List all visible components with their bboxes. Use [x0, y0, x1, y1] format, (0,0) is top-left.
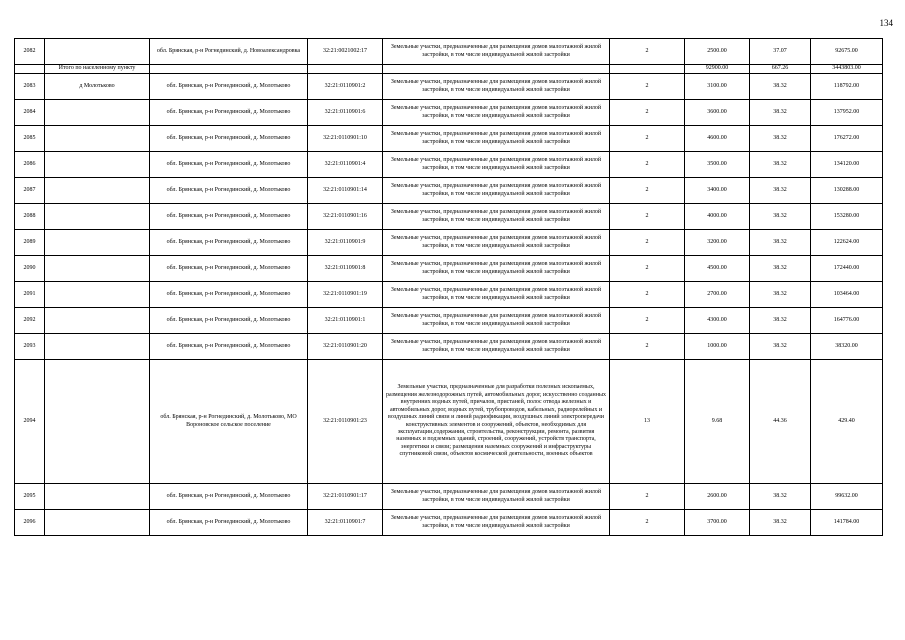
purpose-cell: Земельные участки, предназначенные для размещения домов малоэтажной жилой застройки, в том числе индивидуальной жилой застройки — [383, 484, 610, 510]
page-number: 134 — [879, 18, 893, 28]
row-number: 2095 — [15, 484, 45, 510]
area-cell: 2700.00 — [685, 282, 750, 308]
value-cell: 118792.00 — [811, 74, 883, 100]
table-body — [15, 39, 883, 536]
total-address-cell — [150, 65, 308, 74]
row-number: 2091 — [15, 282, 45, 308]
area-cell: 1000.00 — [685, 334, 750, 360]
table-row — [15, 204, 883, 230]
area-cell: 4000.00 — [685, 204, 750, 230]
cadastral-number: 32:21:0110901:8 — [308, 256, 383, 282]
group-code: 2 — [610, 74, 685, 100]
purpose-cell: Земельные участки, предназначенные для размещения домов малоэтажной жилой застройки, в том числе индивидуальной жилой застройки — [383, 178, 610, 204]
address-cell: обл. Брянская, р-н Рогнединский, д. Молотьково — [150, 282, 308, 308]
value-cell: 99632.00 — [811, 484, 883, 510]
rate-cell: 38.32 — [750, 74, 811, 100]
total-area: 92900.00 — [685, 65, 750, 74]
settlement-name — [45, 308, 150, 334]
total-cadastral-cell — [308, 65, 383, 74]
rate-cell: 38.32 — [750, 282, 811, 308]
row-number: 2089 — [15, 230, 45, 256]
address-cell: обл. Брянская, р-н Рогнединский, д. Молотьково — [150, 256, 308, 282]
purpose-cell: Земельные участки, предназначенные для размещения домов малоэтажной жилой застройки, в том числе индивидуальной жилой застройки — [383, 230, 610, 256]
value-cell: 153280.00 — [811, 204, 883, 230]
address-cell: обл. Брянская, р-н Рогнединский, д. Молотьково — [150, 510, 308, 536]
settlement-name — [45, 178, 150, 204]
purpose-cell: Земельные участки, предназначенные для размещения домов малоэтажной жилой застройки, в том числе индивидуальной жилой застройки — [383, 256, 610, 282]
value-cell: 141784.00 — [811, 510, 883, 536]
row-number: 2082 — [15, 39, 45, 65]
group-code: 2 — [610, 282, 685, 308]
purpose-cell: Земельные участки, предназначенные для размещения домов малоэтажной жилой застройки, в том числе индивидуальной жилой застройки — [383, 74, 610, 100]
rate-cell: 38.32 — [750, 510, 811, 536]
total-rate: 667.26 — [750, 65, 811, 74]
group-code: 2 — [610, 256, 685, 282]
total-row — [15, 65, 883, 74]
rate-cell: 38.32 — [750, 178, 811, 204]
row-number: 2083 — [15, 74, 45, 100]
value-cell: 164776.00 — [811, 308, 883, 334]
address-cell: обл. Брянская, р-н Рогнединский, д. Молотьково — [150, 484, 308, 510]
address-cell: обл. Брянская, р-н Рогнединский, д. Новоалександровка — [150, 39, 308, 65]
rate-cell: 44.36 — [750, 360, 811, 484]
group-code: 2 — [610, 334, 685, 360]
purpose-cell: Земельные участки, предназначенные для размещения домов малоэтажной жилой застройки, в том числе индивидуальной жилой застройки — [383, 204, 610, 230]
row-number: 2085 — [15, 126, 45, 152]
group-code: 2 — [610, 178, 685, 204]
group-code: 2 — [610, 100, 685, 126]
address-cell: обл. Брянская, р-н Рогнединский, д. Молотьково — [150, 178, 308, 204]
cadastral-number: 32:21:0110901:23 — [308, 360, 383, 484]
cadastral-number: 32:21:0110901:9 — [308, 230, 383, 256]
address-cell: обл. Брянская, р-н Рогнединский, д. Молотьково — [150, 308, 308, 334]
row-number: 2090 — [15, 256, 45, 282]
rate-cell: 38.32 — [750, 484, 811, 510]
value-cell: 134120.00 — [811, 152, 883, 178]
purpose-cell: Земельные участки, предназначенные для размещения домов малоэтажной жилой застройки, в том числе индивидуальной жилой застройки — [383, 126, 610, 152]
land-register-table — [14, 38, 883, 536]
group-code: 2 — [610, 126, 685, 152]
settlement-name — [45, 126, 150, 152]
value-cell: 172440.00 — [811, 256, 883, 282]
value-cell: 92675.00 — [811, 39, 883, 65]
table-row — [15, 308, 883, 334]
group-code: 13 — [610, 360, 685, 484]
group-code: 2 — [610, 308, 685, 334]
settlement-name — [45, 39, 150, 65]
total-num-cell — [15, 65, 45, 74]
rate-cell: 38.32 — [750, 100, 811, 126]
group-code: 2 — [610, 204, 685, 230]
purpose-cell: Земельные участки, предназначенные для размещения домов малоэтажной жилой застройки, в том числе индивидуальной жилой застройки — [383, 308, 610, 334]
area-cell: 4300.00 — [685, 308, 750, 334]
cadastral-number: 32:21:0110901:10 — [308, 126, 383, 152]
cadastral-number: 32:21:0110901:14 — [308, 178, 383, 204]
value-cell: 122624.00 — [811, 230, 883, 256]
value-cell: 176272.00 — [811, 126, 883, 152]
settlement-name — [45, 282, 150, 308]
value-cell: 103464.00 — [811, 282, 883, 308]
address-cell: обл. Брянская, р-н Рогнединский, д. Молотьково — [150, 204, 308, 230]
table-row — [15, 282, 883, 308]
value-cell: 137952.00 — [811, 100, 883, 126]
row-number: 2086 — [15, 152, 45, 178]
cadastral-number: 32:21:0110901:17 — [308, 484, 383, 510]
table-row — [15, 334, 883, 360]
cadastral-number: 32:21:0110901:6 — [308, 100, 383, 126]
settlement-name — [45, 100, 150, 126]
table-row — [15, 152, 883, 178]
area-cell: 3500.00 — [685, 152, 750, 178]
area-cell: 3100.00 — [685, 74, 750, 100]
address-cell: обл. Брянская, р-н Рогнединский, д. Молотьково — [150, 230, 308, 256]
area-cell: 4600.00 — [685, 126, 750, 152]
settlement-name — [45, 204, 150, 230]
cadastral-number: 32:21:0021002:17 — [308, 39, 383, 65]
address-cell: обл. Брянская, р-н Рогнединский, д. Молотьково — [150, 334, 308, 360]
area-cell: 3200.00 — [685, 230, 750, 256]
settlement-name — [45, 334, 150, 360]
cadastral-number: 32:21:0110901:7 — [308, 510, 383, 536]
purpose-cell: Земельные участки, предназначенные для размещения домов малоэтажной жилой застройки, в том числе индивидуальной жилой застройки — [383, 510, 610, 536]
cadastral-number: 32:21:0110901:20 — [308, 334, 383, 360]
table-row — [15, 126, 883, 152]
purpose-cell: Земельные участки, предназначенные для размещения домов малоэтажной жилой застройки, в том числе индивидуальной жилой застройки — [383, 282, 610, 308]
rate-cell: 38.32 — [750, 126, 811, 152]
cadastral-number: 32:21:0110901:19 — [308, 282, 383, 308]
row-number: 2087 — [15, 178, 45, 204]
rate-cell: 38.32 — [750, 230, 811, 256]
area-cell: 4500.00 — [685, 256, 750, 282]
table-row — [15, 484, 883, 510]
purpose-cell: Земельные участки, предназначенные для разработки полезных ископаемых, размещения железнодорожных путей, автомобильных дорог, искусственно созданных внутренних водных путей, причалов, пристаней, полос отвода железных и автомобильных дорог, водных путей, трубопроводов, кабельных, радиорелейных и воздушных линий связи и линий радиофикации, воздушных линий электропередачи конструктивных элементов и сооружений, объектов, необходимых для эксплуатации,содержания, строительства, реконструкции, ремонта, развития наземных и подземных зданий, строений, сооружений, устройств транспорта, энергетики и связи; размещения наземных сооружений и инфраструктуры спутниковой связи, объектов космической деятельности, военных объектов — [383, 360, 610, 484]
table-row — [15, 256, 883, 282]
address-cell: обл. Брянская, р-н Рогнединский, д. Молотьково — [150, 100, 308, 126]
value-cell: 38320.00 — [811, 334, 883, 360]
rate-cell: 38.32 — [750, 204, 811, 230]
total-label: Итого по населенному пункту — [45, 65, 150, 74]
row-number: 2096 — [15, 510, 45, 536]
purpose-cell: Земельные участки, предназначенные для размещения домов малоэтажной жилой застройки, в том числе индивидуальной жилой застройки — [383, 334, 610, 360]
table-row — [15, 74, 883, 100]
group-code: 2 — [610, 510, 685, 536]
group-code: 2 — [610, 484, 685, 510]
area-cell: 3400.00 — [685, 178, 750, 204]
settlement-name — [45, 152, 150, 178]
area-cell: 2600.00 — [685, 484, 750, 510]
value-cell: 130288.00 — [811, 178, 883, 204]
table-row — [15, 230, 883, 256]
total-value: 3443803.00 — [811, 65, 883, 74]
rate-cell: 38.32 — [750, 308, 811, 334]
row-number: 2093 — [15, 334, 45, 360]
area-cell: 9.68 — [685, 360, 750, 484]
row-number: 2094 — [15, 360, 45, 484]
rate-cell: 38.32 — [750, 334, 811, 360]
settlement-name — [45, 230, 150, 256]
address-cell: обл. Брянская, р-н Рогнединский, д. Молотьково — [150, 126, 308, 152]
table-row — [15, 39, 883, 65]
cadastral-number: 32:21:0110901:2 — [308, 74, 383, 100]
rate-cell: 37.07 — [750, 39, 811, 65]
purpose-cell: Земельные участки, предназначенные для размещения домов малоэтажной жилой застройки, в том числе индивидуальной жилой застройки — [383, 39, 610, 65]
rate-cell: 38.32 — [750, 256, 811, 282]
row-number: 2092 — [15, 308, 45, 334]
table-row — [15, 100, 883, 126]
settlement-name: д Молотьково — [45, 74, 150, 100]
table-row — [15, 510, 883, 536]
cadastral-number: 32:21:0110901:4 — [308, 152, 383, 178]
settlement-name — [45, 484, 150, 510]
rate-cell: 38.32 — [750, 152, 811, 178]
row-number: 2088 — [15, 204, 45, 230]
total-code-cell — [610, 65, 685, 74]
table-row — [15, 178, 883, 204]
area-cell: 3700.00 — [685, 510, 750, 536]
settlement-name — [45, 256, 150, 282]
area-cell: 3600.00 — [685, 100, 750, 126]
purpose-cell: Земельные участки, предназначенные для размещения домов малоэтажной жилой застройки, в том числе индивидуальной жилой застройки — [383, 100, 610, 126]
table-row — [15, 360, 883, 484]
settlement-name — [45, 360, 150, 484]
cadastral-number: 32:21:0110901:1 — [308, 308, 383, 334]
address-cell: обл. Брянская, р-н Рогнединский, д. Молотьково — [150, 152, 308, 178]
total-purpose-cell — [383, 65, 610, 74]
area-cell: 2500.00 — [685, 39, 750, 65]
address-cell: обл. Брянская, р-н Рогнединский, д. Молотьково, МО Вороновское сельское поселение — [150, 360, 308, 484]
row-number: 2084 — [15, 100, 45, 126]
value-cell: 429.40 — [811, 360, 883, 484]
settlement-name — [45, 510, 150, 536]
group-code: 2 — [610, 152, 685, 178]
address-cell: обл. Брянская, р-н Рогнединский, д. Молотьково — [150, 74, 308, 100]
cadastral-number: 32:21:0110901:16 — [308, 204, 383, 230]
group-code: 2 — [610, 230, 685, 256]
group-code: 2 — [610, 39, 685, 65]
purpose-cell: Земельные участки, предназначенные для размещения домов малоэтажной жилой застройки, в том числе индивидуальной жилой застройки — [383, 152, 610, 178]
